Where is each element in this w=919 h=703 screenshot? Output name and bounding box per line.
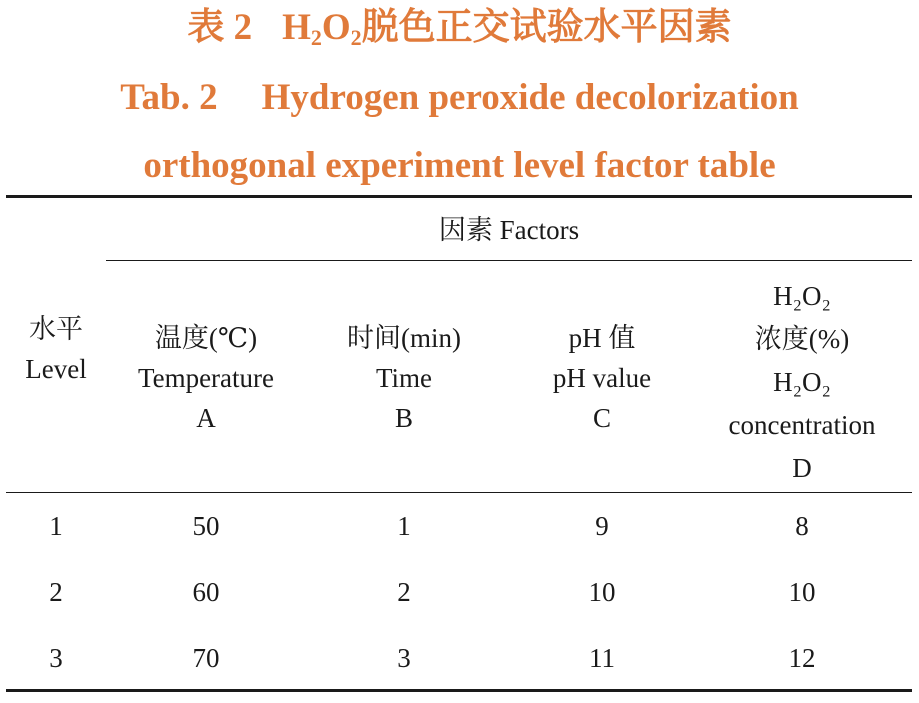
table-cell-concentration: 10 bbox=[788, 577, 816, 607]
column-header-line: 温度(℃) bbox=[154, 323, 258, 353]
table-cell-concentration: 12 bbox=[788, 643, 816, 673]
column-header-concentration bbox=[702, 275, 902, 490]
column-header-ph bbox=[502, 318, 702, 438]
column-header-line: pH value bbox=[552, 363, 652, 393]
column-header-time bbox=[306, 318, 502, 438]
table-cell-time: 3 bbox=[397, 643, 411, 673]
header-bottom-rule bbox=[6, 492, 912, 493]
column-header-line: H₂O₂ bbox=[773, 281, 831, 311]
table-title-chinese: 表 2 $H_2O_2$脱色正交试验水平因素 bbox=[187, 7, 732, 50]
column-header-line: Temperature bbox=[137, 363, 275, 393]
column-header-line: Time bbox=[375, 363, 433, 393]
table-cell-level: 2 bbox=[49, 577, 63, 607]
table-cell-temperature: 60 bbox=[192, 577, 220, 607]
table-cell-level: 3 bbox=[49, 643, 63, 673]
column-header-line: B bbox=[394, 403, 413, 433]
column-header-line: C bbox=[592, 403, 611, 433]
column-header-line: pH 值 bbox=[568, 323, 636, 353]
column-header-line: H₂O₂ bbox=[773, 367, 831, 397]
level-header bbox=[6, 309, 106, 389]
table-cell-temperature: 50 bbox=[192, 511, 220, 541]
column-header-line: D bbox=[792, 453, 812, 483]
factors-header: 因素 Factors bbox=[438, 215, 580, 245]
table-title-english-line2: orthogonal experiment level factor table bbox=[143, 145, 776, 186]
table-cell-ph: 9 bbox=[595, 511, 609, 541]
table-cell-time: 1 bbox=[397, 511, 411, 541]
table-cell-ph: 10 bbox=[588, 577, 616, 607]
table-cell-temperature: 70 bbox=[192, 643, 220, 673]
level-header-zh: 水平 bbox=[29, 314, 83, 344]
table-cell-ph: 11 bbox=[589, 643, 615, 673]
column-header-line: concentration bbox=[728, 410, 876, 440]
table-top-rule bbox=[6, 195, 912, 198]
column-header-temperature bbox=[106, 318, 306, 438]
table-cell-concentration: 8 bbox=[795, 511, 809, 541]
table-title-english-line1: Tab. 2 Hydrogen peroxide decolorization bbox=[120, 77, 799, 118]
level-header-en: Level bbox=[25, 354, 87, 384]
column-header-line: 时间(min) bbox=[347, 323, 461, 353]
table-cell-time: 2 bbox=[397, 577, 411, 607]
table-cell-level: 1 bbox=[49, 511, 63, 541]
column-header-line: 浓度(%) bbox=[754, 324, 850, 354]
factors-underline-rule bbox=[106, 260, 912, 261]
column-header-line: A bbox=[196, 403, 216, 433]
table-bottom-rule bbox=[6, 689, 912, 692]
